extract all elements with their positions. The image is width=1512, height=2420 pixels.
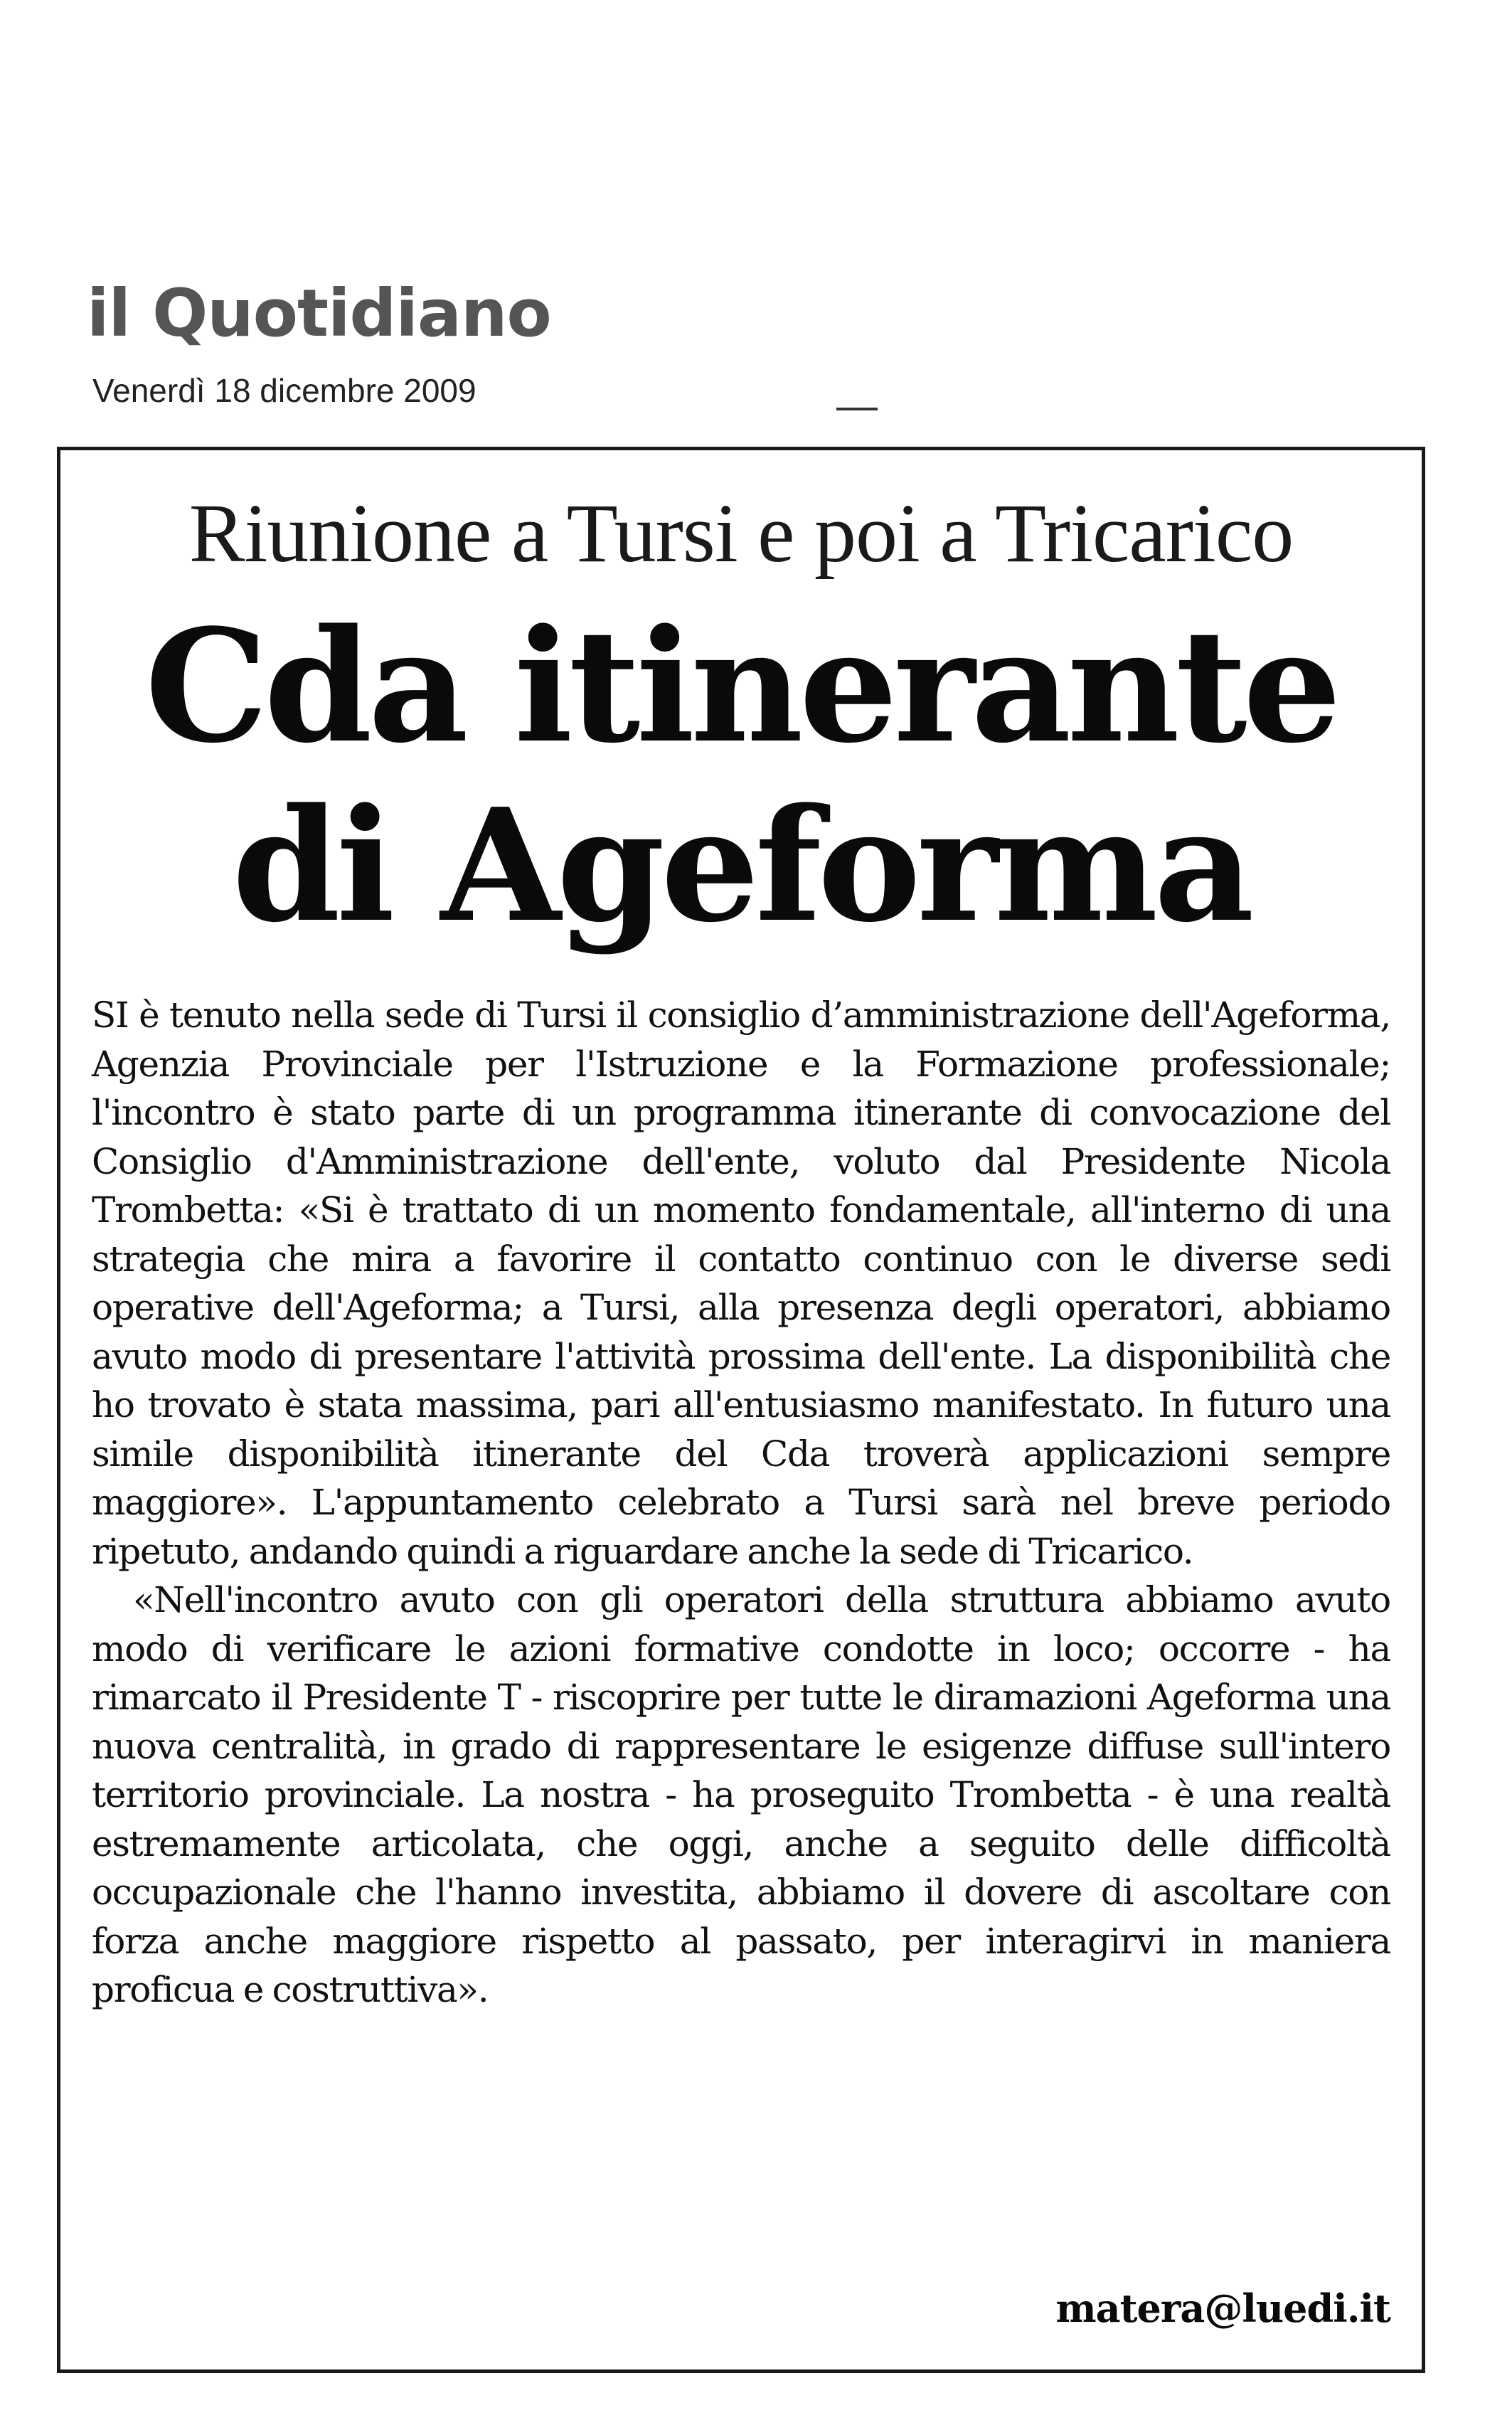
publication-date: Venerdì 18 dicembre 2009 <box>92 372 477 409</box>
article-body <box>92 991 1390 2015</box>
article-frame <box>57 447 1425 2373</box>
article-paragraph-1: SI è tenuto nella sede di Tursi il consiglio d’amministrazione dell'Ageforma, Agenzia Provinciale per l'Istruzione e la Formazione professionale; l'incontro è stato parte di un programma itinerante di convocazione del Consiglio d'Amministrazione dell'ente, voluto dal Presidente Nicola Trombetta: «Si è trattato di un momento fondamentale, all'interno di una strategia che mira a favorire il contatto continuo con le diverse sedi operative dell'Ageforma; a Tursi, alla presenza degli operatori, abbiamo avuto modo di presentare l'attività prossima dell'ente. La disponibilità che ho trovato è stata massima, pari all'entusiasmo manifestato. In futuro una simile disponibilità itinerante del Cda troverà applicazioni sempre maggiore». L'appuntamento celebrato a Tursi sarà nel breve periodo ripetuto, andando quindi a riguardare anche la sede di Tricarico. <box>92 994 1390 1572</box>
divider-mark <box>836 408 878 410</box>
newspaper-masthead: il Quotidiano <box>87 275 551 351</box>
headline-line-2: di Ageforma <box>232 775 1250 957</box>
article-paragraph-2: «Nell'incontro avuto con gli operatori della struttura abbiamo avuto modo di verificare le azioni formative condotte in loco; occorre - ha rimarcato il Presidente T - riscoprire per tutte le diramazioni Ageforma una nuova centralità, in grado di rappresentare le esigenze diffuse sull'intero territorio provinciale. La nostra - ha proseguito Trombetta - è una realtà estremamente articolata, che oggi, anche a seguito delle difficoltà occupazionale che l'hanno investita, abbiamo il dovere di ascoltare con forza anche maggiore rispetto al passato, per interagirvi in maniera proficua e costruttiva». <box>92 1579 1390 2010</box>
article-headline <box>60 597 1422 955</box>
author-email: matera@luedi.it <box>1055 2286 1390 2331</box>
headline-line-1: Cda itinerante <box>144 595 1338 778</box>
article-kicker: Riunione a Tursi e poi a Tricarico <box>188 487 1294 580</box>
